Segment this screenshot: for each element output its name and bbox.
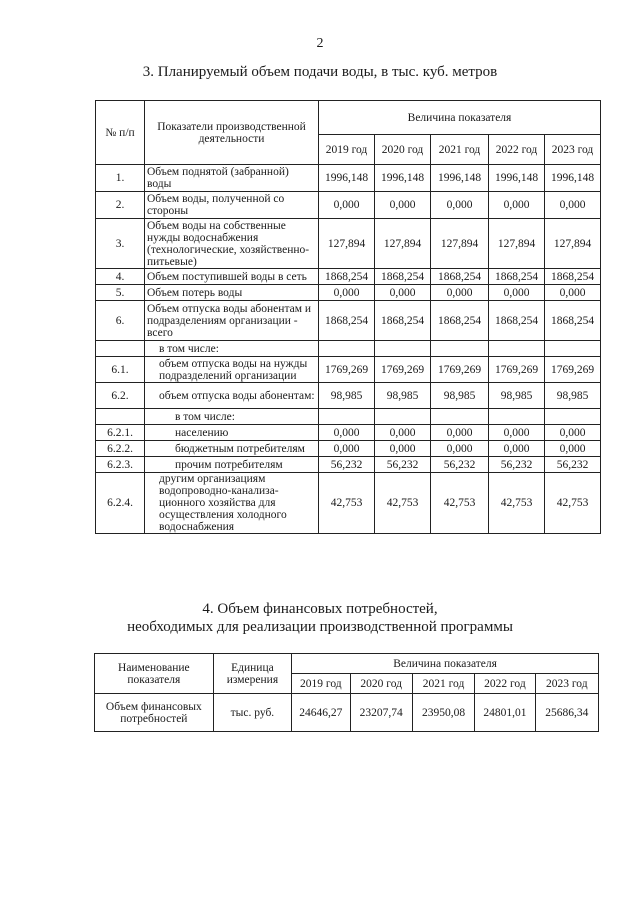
- row-value: 56,232: [319, 457, 375, 473]
- row-value: 24646,27: [292, 694, 350, 732]
- row-value: 127,894: [489, 219, 545, 269]
- row-number: 6.2.: [96, 383, 145, 409]
- row-value: 42,753: [319, 473, 375, 534]
- col-header-value-group: Величина показателя: [319, 101, 601, 135]
- row-value: 0,000: [375, 441, 431, 457]
- row-value: 1868,254: [489, 301, 545, 341]
- row-value: 1996,148: [545, 165, 601, 192]
- row-value: 98,985: [375, 383, 431, 409]
- row-value: 1769,269: [431, 357, 489, 383]
- row-value: 1769,269: [319, 357, 375, 383]
- row-value: 127,894: [375, 219, 431, 269]
- row-label: Объем воды, полученной со стороны: [145, 192, 319, 219]
- row-label: Объем отпуска воды абонентам и подразделениям организации - всего: [145, 301, 319, 341]
- col-header-num: № п/п: [96, 101, 145, 165]
- table-row: [96, 301, 601, 341]
- row-number: 5.: [96, 285, 145, 301]
- year-header: 2019 год: [292, 674, 350, 694]
- row-value: 0,000: [545, 285, 601, 301]
- section-4-title: [0, 600, 640, 636]
- table-row: [96, 341, 601, 357]
- row-value: 23207,74: [350, 694, 412, 732]
- year-header: 2023 год: [545, 135, 601, 165]
- row-value: 0,000: [545, 425, 601, 441]
- row-value: [431, 341, 489, 357]
- row-label: Объем поступившей воды в сеть: [145, 269, 319, 285]
- row-value: 0,000: [319, 441, 375, 457]
- col-header-name: Наименование показателя: [95, 654, 214, 694]
- section-4-title-line2: необходимых для реализации производственной программы: [127, 619, 513, 635]
- row-value: 0,000: [489, 441, 545, 457]
- row-value: 23950,08: [412, 694, 474, 732]
- year-header: 2020 год: [350, 674, 412, 694]
- row-value: [545, 409, 601, 425]
- row-value: 1868,254: [375, 301, 431, 341]
- row-label: Объем финансовых потребностей: [95, 694, 214, 732]
- row-value: 1868,254: [431, 301, 489, 341]
- row-value: 1996,148: [431, 165, 489, 192]
- row-value: 127,894: [319, 219, 375, 269]
- row-value: 1868,254: [319, 269, 375, 285]
- table-row: [96, 285, 601, 301]
- row-value: 1868,254: [545, 269, 601, 285]
- row-label: другим организациям водопроводно-канализа-ционного хозяйства для осуществления холодного водоснабжения: [145, 473, 319, 534]
- row-number: 2.: [96, 192, 145, 219]
- row-value: 1769,269: [489, 357, 545, 383]
- row-number: 6.2.2.: [96, 441, 145, 457]
- row-value: 42,753: [545, 473, 601, 534]
- row-label: в том числе:: [145, 409, 319, 425]
- water-supply-table: [95, 100, 601, 534]
- year-header: 2021 год: [431, 135, 489, 165]
- row-value: 1868,254: [375, 269, 431, 285]
- row-value: 1996,148: [375, 165, 431, 192]
- row-number: [96, 341, 145, 357]
- row-value: 42,753: [375, 473, 431, 534]
- table-row: [96, 409, 601, 425]
- row-value: 0,000: [489, 285, 545, 301]
- year-header: 2022 год: [489, 135, 545, 165]
- table-row: [96, 457, 601, 473]
- row-number: 6.1.: [96, 357, 145, 383]
- row-value: 56,232: [431, 457, 489, 473]
- row-number: [96, 409, 145, 425]
- row-number: 6.2.3.: [96, 457, 145, 473]
- col-header-indicator: Показатели производственной деятельности: [145, 101, 319, 165]
- row-value: 0,000: [545, 192, 601, 219]
- row-value: 127,894: [431, 219, 489, 269]
- row-label: прочим потребителям: [145, 457, 319, 473]
- table-row: [96, 473, 601, 534]
- year-header: 2019 год: [319, 135, 375, 165]
- row-unit: тыс. руб.: [213, 694, 291, 732]
- row-number: 6.2.1.: [96, 425, 145, 441]
- year-header: 2022 год: [475, 674, 535, 694]
- row-value: [375, 341, 431, 357]
- row-value: [489, 409, 545, 425]
- financial-needs-table: [94, 653, 599, 732]
- row-label: Объем поднятой (забранной) воды: [145, 165, 319, 192]
- row-value: 0,000: [375, 285, 431, 301]
- table-row: [96, 441, 601, 457]
- row-label: объем отпуска воды абонентам:: [145, 383, 319, 409]
- row-value: 0,000: [431, 285, 489, 301]
- row-value: 1868,254: [431, 269, 489, 285]
- year-header: 2021 год: [412, 674, 474, 694]
- row-label: Объем потерь воды: [145, 285, 319, 301]
- row-value: 0,000: [375, 192, 431, 219]
- row-number: 6.: [96, 301, 145, 341]
- row-number: 1.: [96, 165, 145, 192]
- row-value: 98,985: [545, 383, 601, 409]
- row-value: [489, 341, 545, 357]
- row-number: 6.2.4.: [96, 473, 145, 534]
- row-value: 56,232: [545, 457, 601, 473]
- row-value: 42,753: [431, 473, 489, 534]
- table-row: [96, 165, 601, 192]
- table-row: [95, 694, 599, 732]
- row-label: в том числе:: [145, 341, 319, 357]
- row-value: 56,232: [489, 457, 545, 473]
- row-value: 0,000: [431, 192, 489, 219]
- table-row: [96, 357, 601, 383]
- row-value: 1996,148: [319, 165, 375, 192]
- table-row: [96, 192, 601, 219]
- page-number: 2: [316, 36, 324, 51]
- row-value: 0,000: [375, 425, 431, 441]
- row-value: 1996,148: [489, 165, 545, 192]
- col-header-unit: Единица измерения: [213, 654, 291, 694]
- row-value: 98,985: [489, 383, 545, 409]
- row-value: 24801,01: [475, 694, 535, 732]
- row-number: 4.: [96, 269, 145, 285]
- row-value: 0,000: [489, 192, 545, 219]
- row-number: 3.: [96, 219, 145, 269]
- row-value: [375, 409, 431, 425]
- row-value: 1868,254: [489, 269, 545, 285]
- row-label: бюджетным потребителям: [145, 441, 319, 457]
- row-value: [431, 409, 489, 425]
- row-value: 98,985: [431, 383, 489, 409]
- row-value: 127,894: [545, 219, 601, 269]
- row-value: 0,000: [545, 441, 601, 457]
- row-value: [319, 409, 375, 425]
- col-header-value-group-2: Величина показателя: [292, 654, 599, 674]
- row-value: 0,000: [489, 425, 545, 441]
- row-value: [545, 341, 601, 357]
- table-row: [96, 219, 601, 269]
- row-value: 1868,254: [545, 301, 601, 341]
- year-header: 2020 год: [375, 135, 431, 165]
- row-value: 1769,269: [545, 357, 601, 383]
- row-value: 1868,254: [319, 301, 375, 341]
- row-value: 0,000: [319, 285, 375, 301]
- table-row: [96, 269, 601, 285]
- row-value: 56,232: [375, 457, 431, 473]
- row-value: 0,000: [431, 425, 489, 441]
- section-4-title-line1: 4. Объем финансовых потребностей,: [202, 601, 438, 617]
- row-value: 98,985: [319, 383, 375, 409]
- table-row: [96, 425, 601, 441]
- row-value: 0,000: [319, 192, 375, 219]
- row-label: Объем воды на собственные нужды водоснабжения (технологические, хозяйственно-питьевые): [145, 219, 319, 269]
- row-value: [319, 341, 375, 357]
- row-value: 0,000: [431, 441, 489, 457]
- year-header: 2023 год: [535, 674, 598, 694]
- row-value: 25686,34: [535, 694, 598, 732]
- row-value: 1769,269: [375, 357, 431, 383]
- row-label: объем отпуска воды на нужды подразделений организации: [145, 357, 319, 383]
- row-value: 42,753: [489, 473, 545, 534]
- table-row: [96, 383, 601, 409]
- row-label: населению: [145, 425, 319, 441]
- section-3-title: 3. Планируемый объем подачи воды, в тыс. куб. метров: [142, 64, 498, 80]
- row-value: 0,000: [319, 425, 375, 441]
